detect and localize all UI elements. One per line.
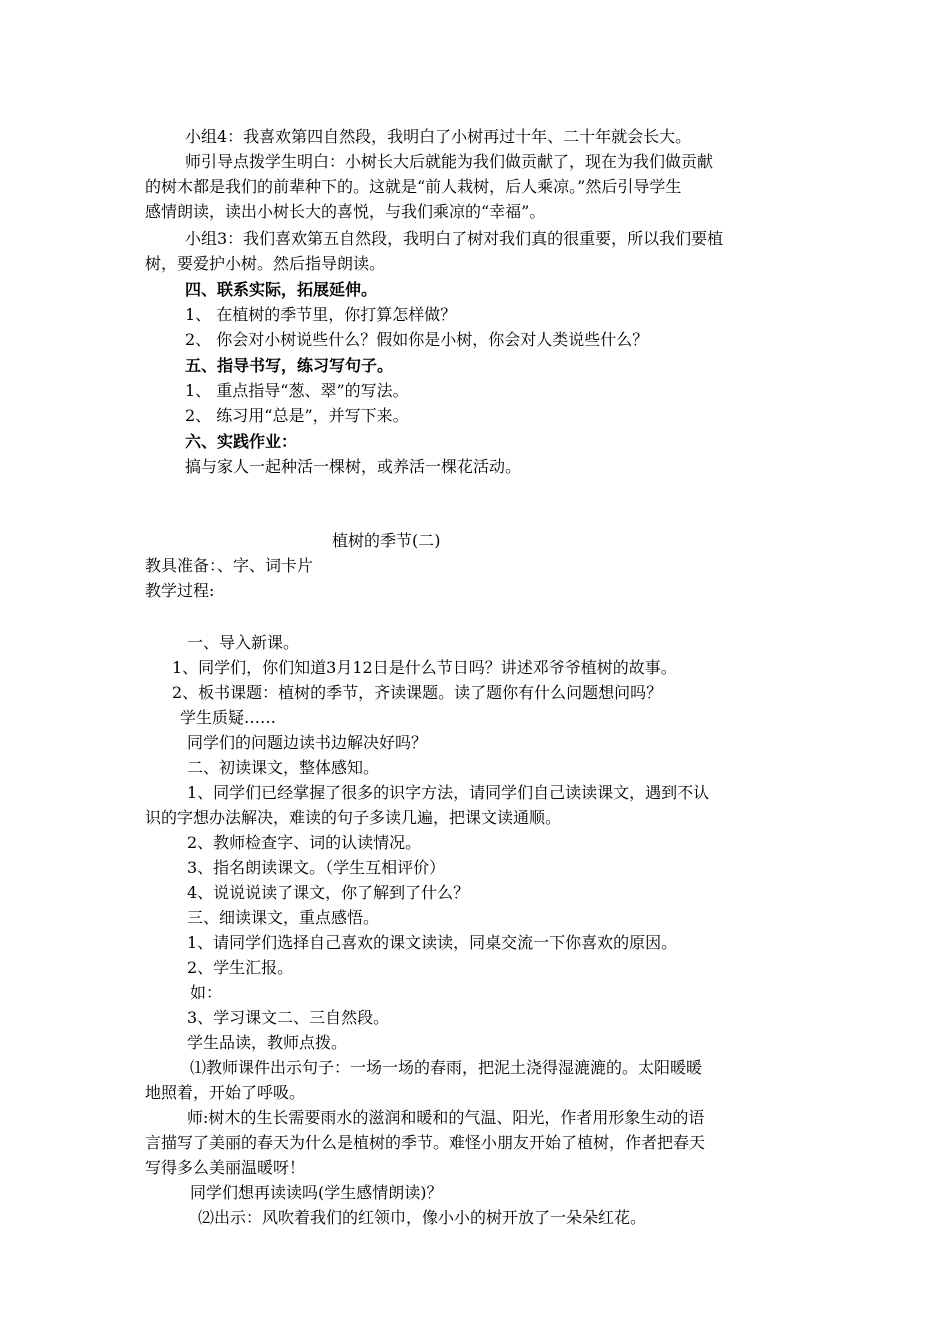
- list-item: 1、 在植树的季节里，你打算怎样做？: [185, 305, 457, 324]
- list-item: 2、学生汇报。: [187, 958, 294, 977]
- section-heading: 三、细读课文，重点感悟。: [187, 908, 380, 927]
- section-heading: 二、初读课文，整体感知。: [187, 758, 380, 777]
- paragraph-line: 如：: [190, 983, 223, 1002]
- paragraph-line: 师引导点拨学生明白：小树长大后就能为我们做贡献了，现在为我们做贡献: [185, 152, 714, 171]
- paragraph-line: 同学们想再读读吗(学生感情朗读)？: [190, 1183, 443, 1202]
- paragraph-line: 师:树木的生长需要雨水的滋润和暖和的气温、阳光，作者用形象生动的语: [187, 1108, 705, 1127]
- paragraph-line: 学生质疑……: [180, 708, 277, 727]
- paragraph-line: 写得多么美丽温暖呀！: [145, 1158, 306, 1177]
- paragraph-line: ⑵出示：风吹着我们的红领巾，像小小的树开放了一朵朵红花。: [198, 1208, 647, 1227]
- paragraph-line: ⑴教师课件出示句子：一场一场的春雨，把泥土浇得湿漉漉的。太阳暖暖: [190, 1058, 703, 1077]
- section-heading: 四、联系实际，拓展延伸。: [185, 280, 378, 299]
- paragraph-line: 感情朗读，读出小树长大的喜悦，与我们乘凉的“幸福”。: [145, 202, 546, 221]
- list-item: 1、请同学们选择自己喜欢的课文读读，同桌交流一下你喜欢的原因。: [187, 933, 678, 952]
- paragraph-line: 树，要爱护小树。然后指导朗读。: [145, 254, 386, 273]
- list-item: 1、 重点指导“葱、翠”的写法。: [185, 381, 409, 400]
- section-heading: 六、实践作业：: [185, 432, 298, 451]
- paragraph-line: 搞与家人一起种活一棵树，或养活一棵花活动。: [185, 457, 522, 476]
- paragraph-line: 小组4：我喜欢第四自然段，我明白了小树再过十年、二十年就会长大。: [185, 127, 692, 146]
- paragraph-line: 言描写了美丽的春天为什么是植树的季节。难怪小朋友开始了植树，作者把春天: [145, 1133, 706, 1152]
- lesson-title: 植树的季节(二): [332, 531, 441, 550]
- paragraph-line: 小组3：我们喜欢第五自然段，我明白了树对我们真的很重要，所以我们要植: [185, 229, 724, 248]
- paragraph-line: 地照着，开始了呼吸。: [145, 1083, 306, 1102]
- list-item: 1、同学们，你们知道3月12日是什么节日吗？讲述邓爷爷植树的故事。: [172, 658, 677, 677]
- paragraph-line: 的树木都是我们的前辈种下的。这就是“前人栽树，后人乘凉。”然后引导学生: [145, 177, 682, 196]
- paragraph-line: 识的字想办法解决，难读的句子多读几遍，把课文读通顺。: [145, 808, 562, 827]
- list-item: 3、指名朗读课文。（学生互相评价）: [187, 858, 446, 877]
- list-item: 2、 你会对小树说些什么？假如你是小树，你会对人类说些什么？: [185, 330, 649, 349]
- section-heading: 一、导入新课。: [187, 633, 300, 652]
- list-item: 2、 练习用“总是”，并写下来。: [185, 406, 409, 425]
- paragraph-line: 教具准备：、字、词卡片: [145, 556, 314, 575]
- list-item: 4、说说说读了课文，你了解到了什么？: [187, 883, 470, 902]
- paragraph-line: 教学过程:: [145, 581, 215, 600]
- list-item: 2、教师检查字、词的认读情况。: [187, 833, 422, 852]
- list-item: 1、同学们已经掌握了很多的识字方法，请同学们自己读读课文，遇到不认: [187, 783, 710, 802]
- list-item: 2、板书课题：植树的季节，齐读课题。读了题你有什么问题想问吗？: [172, 683, 663, 702]
- list-item: 3、学习课文二、三自然段。: [187, 1008, 390, 1027]
- paragraph-line: 同学们的问题边读书边解决好吗？: [187, 733, 428, 752]
- section-heading: 五、指导书写，练习写句子。: [185, 356, 394, 375]
- paragraph-line: 学生品读，教师点拨。: [187, 1033, 348, 1052]
